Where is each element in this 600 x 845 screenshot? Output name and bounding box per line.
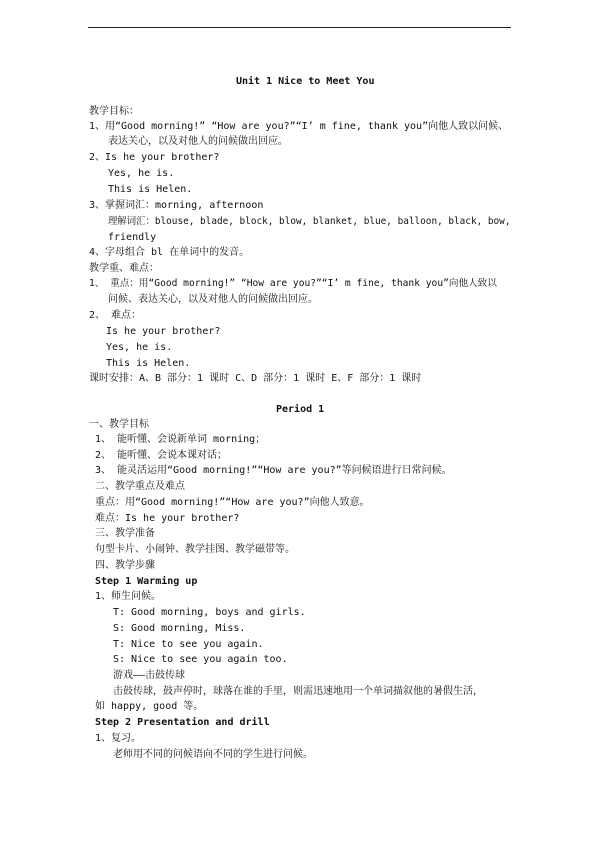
keypoint-2-line-c: This is Helen. bbox=[106, 358, 191, 369]
step-2-item-1: 1、复习。 bbox=[95, 733, 142, 744]
section-4-heading: 四、教学步骤 bbox=[95, 560, 155, 571]
section-1-heading: 一、教学目标 bbox=[89, 419, 149, 430]
step-2-heading: Step 2 Presentation and drill bbox=[95, 717, 270, 728]
section-2-item-1: 重点：用“Good morning!”“How are you?”向他人致意。 bbox=[95, 497, 370, 508]
objective-2-line-b: This is Helen. bbox=[108, 184, 193, 195]
keypoint-2-line-a: Is he your brother? bbox=[106, 326, 221, 337]
game-title: 游戏——击鼓传球 bbox=[113, 670, 186, 681]
section-1-item-2: 2、 能听懂、会说本课对话； bbox=[95, 450, 228, 461]
step-1-heading: Step 1 Warming up bbox=[95, 576, 198, 587]
keypoint-1-cont: 问候、表达关心，以及对他人的问候做出回应。 bbox=[108, 294, 318, 305]
dialogue-line-1: T: Good morning, boys and girls. bbox=[113, 607, 306, 618]
header-rule bbox=[88, 27, 511, 28]
section-3-item-1: 句型卡片、小闹钟、教学挂图、教学磁带等。 bbox=[95, 544, 295, 555]
dialogue-line-4: S: Nice to see you again too. bbox=[113, 654, 288, 665]
section-3-heading: 三、教学准备 bbox=[95, 528, 155, 539]
section-2-item-2: 难点：Is he your brother? bbox=[95, 513, 240, 524]
dialogue-line-3: T: Nice to see you again. bbox=[113, 639, 264, 650]
keypoint-1: 1、 重点：用“Good morning!” “How are you?”“I’ m fine, thank you”向他人致以 bbox=[89, 278, 497, 289]
objective-3-vocab: 理解词汇：blouse, blade, block, blow, blanket, blue, balloon, black, bow, bbox=[108, 216, 511, 227]
game-description-cont: 如 happy, good 等。 bbox=[95, 701, 204, 712]
period-title: Period 1 bbox=[276, 404, 325, 415]
keypoints-heading: 教学重、难点： bbox=[89, 263, 159, 274]
objective-3-vocab-cont: friendly bbox=[108, 232, 157, 243]
objective-4: 4、字母组合 bl 在单词中的发音。 bbox=[89, 247, 250, 258]
unit-title: Unit 1 Nice to Meet You bbox=[236, 76, 375, 87]
dialogue-line-2: S: Good morning, Miss. bbox=[113, 623, 246, 634]
section-2-heading: 二、教学重点及难点 bbox=[95, 481, 185, 492]
keypoint-2-line-b: Yes, he is. bbox=[106, 342, 173, 353]
step-1-item-1: 1、师生问候。 bbox=[95, 591, 162, 602]
objective-1: 1、用“Good morning!” “How are you?”“I’ m fine, thank you”向他人致以问候、 bbox=[89, 121, 509, 132]
section-1-item-1: 1、 能听懂、会说新单词 morning； bbox=[95, 434, 266, 445]
section-1-item-3: 3、 能灵活运用“Good morning!”“How are you?”等问候语进行日常问候。 bbox=[95, 465, 452, 476]
objective-3: 3、掌握词汇：morning, afternoon bbox=[89, 200, 264, 211]
keypoint-2: 2、 难点： bbox=[89, 310, 142, 321]
step-2-item-1-detail: 老师用不同的问候语向不同的学生进行问候。 bbox=[113, 749, 313, 760]
objective-1-cont: 表达关心，以及对他人的问候做出回应。 bbox=[108, 136, 288, 147]
objective-2: 2、Is he your brother? bbox=[89, 152, 220, 163]
objective-2-line-a: Yes, he is. bbox=[108, 168, 175, 179]
game-description: 击鼓传球，鼓声停时，球落在谁的手里，则需迅速地用一个单词描叙他的暑假生活， bbox=[113, 686, 483, 697]
class-schedule: 课时安排：A、B 部分：1 课时 C、D 部分：1 课时 E、F 部分：1 课时 bbox=[89, 373, 422, 384]
objectives-heading: 教学目标： bbox=[89, 106, 139, 117]
